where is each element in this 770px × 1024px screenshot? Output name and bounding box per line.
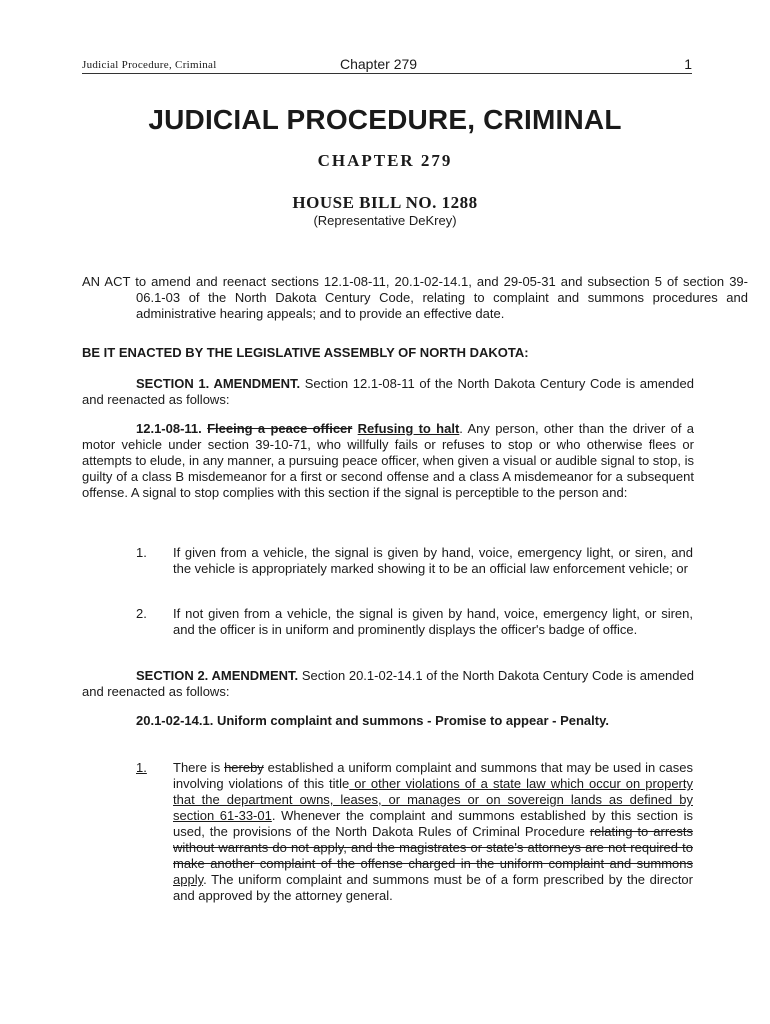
list-item <box>136 545 693 577</box>
chapter-heading: CHAPTER 279 <box>317 151 453 170</box>
section-number: 12.1-08-11. <box>136 421 202 436</box>
page-number: 1 <box>684 56 692 72</box>
section-text: . Any person, other than the driver of a motor vehicle under section 39-10-71, who willfully fails or refuses to stop or who otherwise flees or attempts to elude, in any manner, a pursuing peace officer, when given a visual or audible signal to stop, is guilty of a class B misdemeanor for a first or second offense and a class A misdemeanor for a subsequent offense. A signal to stop complies with this section if the signal is perceptible to the person and: <box>82 421 694 500</box>
text-run: There is <box>173 760 225 775</box>
list-item-text: If given from a vehicle, the signal is given by hand, voice, emergency light, or siren, and the vehicle is appropriately marked showing it to be an official law enforcement vehicle; or <box>173 545 693 576</box>
struck-title: Fleeing a peace officer <box>207 421 353 436</box>
new-title: Refusing to halt <box>357 421 460 436</box>
section-1-paragraph <box>82 376 694 408</box>
section-title: Uniform complaint and summons - Promise to appear - Penalty. <box>216 713 609 728</box>
section-20-1-02-14-1-heading <box>82 713 694 729</box>
section-1-text: Section 12.1-08-11 of the North Dakota Century Code is amended and reenacted as follows: <box>82 376 694 407</box>
section-1-heading: SECTION 1. AMENDMENT. <box>136 376 301 391</box>
section-number: 20.1-02-14.1. <box>136 713 214 728</box>
header-rule <box>82 73 692 74</box>
text-run: established a uniform complaint and summons that may be used in cases involving violations of this title <box>173 760 693 791</box>
list-item-number: 1. <box>136 760 147 775</box>
inserted-text: or other violations of a state law which occur on property that the department owns, leases, or manages or on sovereign lands as defined by section 61-33-01 <box>173 776 694 823</box>
section-2-heading: SECTION 2. AMENDMENT. <box>136 668 299 683</box>
header-title: Judicial Procedure, Criminal <box>82 59 217 71</box>
struck-text: relating to arrests without warrants do not apply, and the magistrates or state's attorneys are not required to make another complaint of the offense charged in the uniform complaint and summons <box>173 824 694 871</box>
running-header <box>82 56 692 76</box>
list-item-number: 1. <box>136 545 147 560</box>
section-2-paragraph <box>82 668 694 700</box>
header-chapter: Chapter 279 <box>340 56 418 72</box>
document-title: JUDICIAL PROCEDURE, CRIMINAL <box>148 104 622 135</box>
section-2-text: Section 20.1-02-14.1 of the North Dakota Century Code is amended and reenacted as follows: <box>82 668 694 699</box>
list-item <box>136 606 693 638</box>
text-run: . Whenever the complaint and summons established by this section is used, the provisions of the North Dakota Rules of Criminal Procedure <box>173 808 693 839</box>
list-item <box>136 760 693 904</box>
list-item-text <box>173 760 693 904</box>
act-title: AN ACT to amend and reenact sections 12.1-08-11, 20.1-02-14.1, and 29-05-31 and subsection 5 of section 39-06.1-03 of the North Dakota Century Code, relating to complaint and summons procedures and administrative hearing appeals; and to provide an effective date. <box>82 274 748 321</box>
sponsor: (Representative DeKrey) <box>313 213 457 228</box>
list-item-text: If not given from a vehicle, the signal is given by hand, voice, emergency light, or siren, and the officer is in uniform and prominently displays the officer's badge of office. <box>173 606 693 637</box>
list-item-number: 2. <box>136 606 147 621</box>
section-12-1-08-11 <box>82 421 694 501</box>
inserted-text: apply <box>173 872 204 887</box>
bill-number: HOUSE BILL NO. 1288 <box>292 193 478 212</box>
struck-text: hereby <box>224 760 264 775</box>
text-run: . The uniform complaint and summons must be of a form prescribed by the director and approved by the attorney general. <box>173 872 693 903</box>
enacting-clause: BE IT ENACTED BY THE LEGISLATIVE ASSEMBLY OF NORTH DAKOTA: <box>82 345 529 360</box>
